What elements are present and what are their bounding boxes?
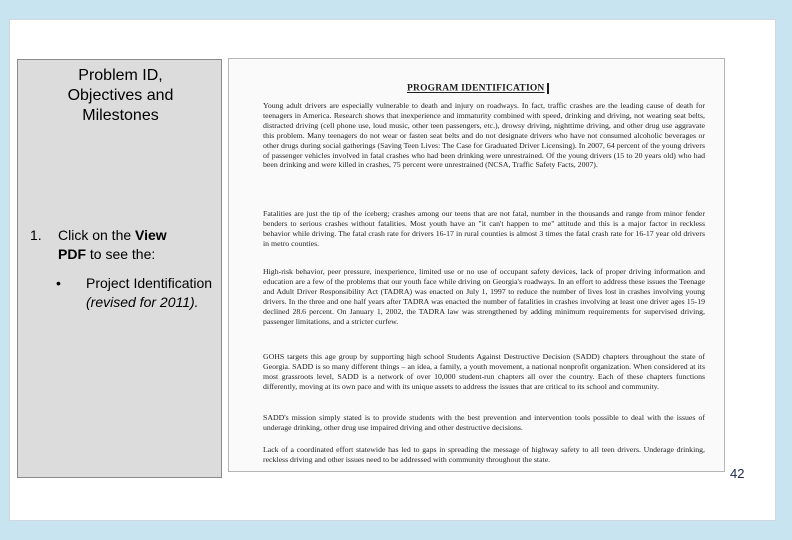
page-number: 42 xyxy=(730,466,745,481)
step-prefix: Click on the xyxy=(58,227,136,243)
bullet-label: Project Identification xyxy=(86,275,213,291)
step-suffix: to see the: xyxy=(86,246,156,262)
document-paragraph: GOHS targets this age group by supporting high school Students Against Destructive Decision (SADD) chapters throughout the state of Georgia. SADD is so many different things – an idea, a family, a youth movement, a national nonprofit organization. When considered at its most grassroots level, SADD is a network of over 10,000 student-run chapters all over the country. Each of these chapters functions differently, moving at its own pace and with its unique assets to address the issues that are critical to its school and community. xyxy=(263,352,705,391)
pdf-document-preview[interactable] xyxy=(228,58,725,472)
document-paragraph: Young adult drivers are especially vulnerable to death and injury on roadways. In fact, traffic crashes are the leading cause of death for teenagers in America. Research shows that inexperience and immaturity combined with speed, drinking and driving, not wearing seat belts, distracted driving (cell phone use, loud music, other teen passengers, etc.), drowsy driving, nighttime driving, and other drug use aggravate this problem. Many teenagers do not wear or fasten seat belts and do not designate drivers who have not consumed alcoholic beverages or other drugs during social gatherings (Saving Teen Lives: The Case for Graduated Driver Licensing). In 2007, 64 percent of the young drivers of passenger vehicles involved in fatal crashes who had been drinking were unrestrained. Of the young drivers (15 to 20 years old) who had been drinking and were killed in crashes, 75 percent were unrestrained (NCSA, Traffic Safety Facts, 2007). xyxy=(263,101,705,170)
cursor-bar xyxy=(547,83,549,94)
document-paragraph: Lack of a coordinated effort statewide has led to gaps in spreading the message of highway safety to all teen drivers. Underage drinking, reckless driving and other issues need to be addressed with community throughout the state. xyxy=(263,445,705,464)
sidebar-panel xyxy=(17,59,222,478)
sidebar-title: Problem ID, Objectives and Milestones xyxy=(67,67,174,124)
document-title-text: PROGRAM IDENTIFICATION xyxy=(407,83,545,94)
document-title xyxy=(407,83,549,94)
document-paragraph: High-risk behavior, peer pressure, inexperience, limited use or no use of occupant safety devices, lack of proper driving information and education are a few of the problems that our youth face while driving on Georgia's roadways. In an effort to address these issues the Teenage and Adult Driver Responsibility Act (TADRA) was enacted on July 1, 1997 to reduce the number of lives lost in crashes involving young drivers. In the three and one half years after TADRA was enacted the number of fatalities in crashes involving at least one driver ages 15-19 declined 28.6 percent. On January 1, 2002, the TADRA law was strengthened by adding minimum requirements for supervised driving, passenger limitations, and a stricter curfew. xyxy=(263,267,705,326)
bullet-marker: • xyxy=(56,275,61,291)
step-text xyxy=(58,226,228,264)
bullet-text xyxy=(86,274,236,312)
document-paragraph: Fatalities are just the tip of the iceberg; crashes among our teens that are not fatal, number in the thousands and range from minor fender benders to serious crashes without fatalities. Most youth have an "it can't happen to me" attitude and this is a major factor in reckless behavior while driving. The fatal crash rate for drivers 16-17 in rural counties is almost 3 times the fatal crash rate for 16-17 year old drivers in metro counties. xyxy=(263,209,705,248)
view-pdf-link[interactable]: View PDF xyxy=(58,227,167,262)
step-number: 1. xyxy=(30,227,42,243)
bullet-note: (revised for 2011). xyxy=(86,294,199,310)
document-paragraph: SADD's mission simply stated is to provide students with the best prevention and intervention tools possible to deal with the issues of underage drinking, other drug use impaired driving and other destructive decisions. xyxy=(263,413,705,432)
